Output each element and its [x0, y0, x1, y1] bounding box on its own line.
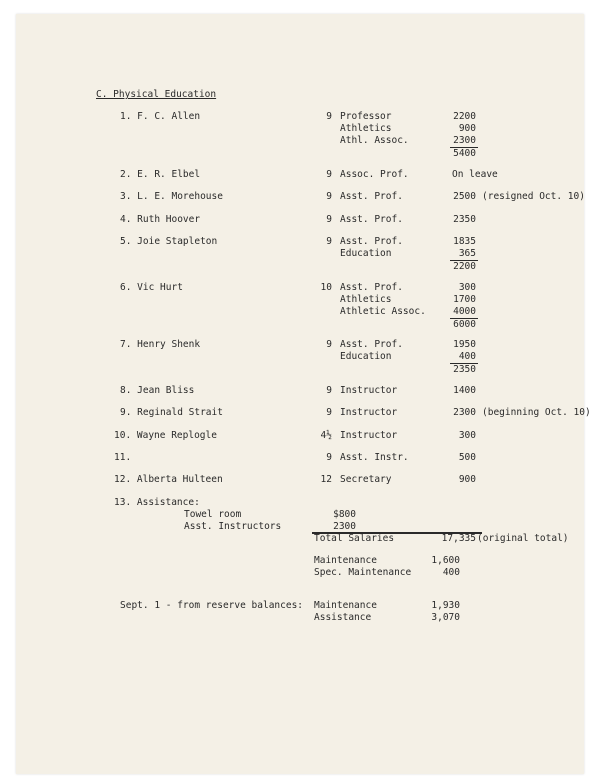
staff-total: 2350 — [453, 364, 476, 375]
staff-salary: 365 — [458, 248, 476, 259]
staff-salary: 400 — [458, 351, 476, 362]
staff-position: Athl. Assoc. — [340, 135, 409, 146]
staff-months: 9 — [326, 407, 332, 418]
staff-name: 11. — [114, 452, 132, 463]
staff-months: 4½ — [320, 430, 332, 441]
total-salaries-note: (original total) — [477, 533, 569, 544]
staff-position: Asst. Prof. — [340, 339, 403, 350]
staff-months: 9 — [326, 214, 332, 225]
staff-months: 9 — [326, 339, 332, 350]
staff-name: 4. Ruth Hoover — [120, 214, 201, 225]
total-salaries-value: 17,335 — [441, 533, 476, 544]
staff-salary: 2200 — [453, 111, 476, 122]
staff-position: Secretary — [340, 474, 392, 485]
assistance-item: Asst. Instructors — [184, 521, 282, 532]
staff-name: 6. Vic Hurt — [120, 282, 183, 293]
staff-position: Professor — [340, 111, 392, 122]
document-page — [16, 14, 591, 774]
staff-salary: 2500 — [453, 191, 476, 202]
staff-total: 6000 — [453, 319, 476, 330]
assistance-label: 13. Assistance: — [114, 497, 200, 508]
staff-name: 5. Joie Stapleton — [120, 236, 218, 247]
staff-position: Education — [340, 351, 392, 362]
staff-months: 9 — [326, 111, 332, 122]
staff-months: 12 — [320, 474, 332, 485]
staff-name: 10. Wayne Replogle — [114, 430, 217, 441]
staff-months: 10 — [320, 282, 332, 293]
staff-salary: 300 — [458, 282, 476, 293]
staff-position: Instructor — [340, 385, 398, 396]
staff-note: (resigned Oct. 10) — [482, 191, 585, 202]
staff-name: 12. Alberta Hulteen — [114, 474, 223, 485]
staff-months: 9 — [326, 169, 332, 180]
staff-position: Asst. Prof. — [340, 236, 403, 247]
assistance-item: Towel room — [184, 509, 242, 520]
reserve-value: 1,930 — [431, 600, 460, 611]
staff-position: Assoc. Prof. — [340, 169, 409, 180]
staff-salary: 300 — [458, 430, 476, 441]
staff-name: 7. Henry Shenk — [120, 339, 201, 350]
staff-salary: 1700 — [453, 294, 476, 305]
staff-total: 5400 — [453, 148, 476, 159]
staff-months: 9 — [326, 452, 332, 463]
reserve-item: Assistance — [314, 612, 372, 623]
staff-salary: 4000 — [453, 306, 476, 317]
staff-total: 2200 — [453, 261, 476, 272]
assistance-amount: $800 — [333, 509, 356, 520]
staff-position: Asst. Prof. — [340, 191, 403, 202]
staff-note: (beginning Oct. 10) — [482, 407, 591, 418]
staff-salary: 900 — [458, 474, 476, 485]
staff-salary: 2300 — [453, 407, 476, 418]
staff-salary: 1950 — [453, 339, 476, 350]
staff-position: Athletic Assoc. — [340, 306, 426, 317]
staff-position: Athletics — [340, 123, 392, 134]
staff-position: Education — [340, 248, 392, 259]
staff-name: 3. L. E. Morehouse — [120, 191, 223, 202]
staff-position: Asst. Instr. — [340, 452, 409, 463]
staff-salary: 2350 — [453, 214, 476, 225]
maintenance-label: Spec. Maintenance — [314, 567, 412, 578]
staff-salary: 500 — [458, 452, 476, 463]
maintenance-value: 1,600 — [431, 555, 460, 566]
total-salaries-label: Total Salaries — [314, 533, 395, 544]
maintenance-value: 400 — [442, 567, 460, 578]
staff-position: Athletics — [340, 294, 392, 305]
staff-salary: 900 — [458, 123, 476, 134]
staff-position: Asst. Prof. — [340, 214, 403, 225]
reserve-value: 3,070 — [431, 612, 460, 623]
section-heading: C. Physical Education — [96, 89, 217, 100]
assistance-amount: 2300 — [333, 521, 356, 532]
staff-name: 9. Reginald Strait — [120, 407, 223, 418]
reserve-item: Maintenance — [314, 600, 377, 611]
staff-name: 8. Jean Bliss — [120, 385, 195, 396]
staff-position: Instructor — [340, 430, 398, 441]
staff-months: 9 — [326, 385, 332, 396]
staff-salary: 1835 — [453, 236, 476, 247]
staff-name: 1. F. C. Allen — [120, 111, 201, 122]
maintenance-label: Maintenance — [314, 555, 377, 566]
staff-position: Asst. Prof. — [340, 282, 403, 293]
staff-salary: 1400 — [453, 385, 476, 396]
reserve-label: Sept. 1 - from reserve balances: — [120, 600, 304, 611]
staff-months: 9 — [326, 236, 332, 247]
staff-name: 2. E. R. Elbel — [120, 169, 201, 180]
staff-salary: 2300 — [453, 135, 476, 146]
staff-salary: On leave — [452, 169, 498, 180]
staff-position: Instructor — [340, 407, 398, 418]
staff-months: 9 — [326, 191, 332, 202]
